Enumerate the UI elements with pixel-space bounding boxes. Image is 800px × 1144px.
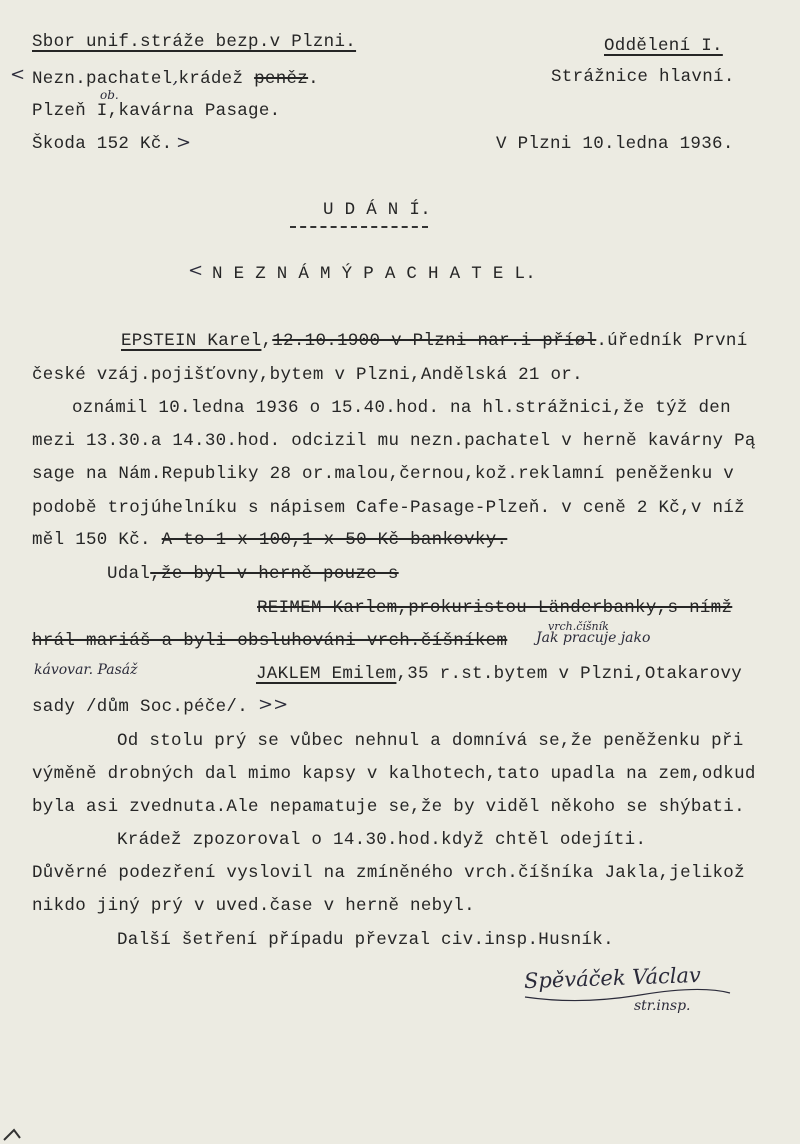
hand-insert-1: Jak pracuje jako xyxy=(536,630,651,646)
hand-mark-end: >> xyxy=(258,694,289,715)
struck-birth-data: 12.10.1900 v Plzni nar.i příøl xyxy=(272,331,597,351)
location-city: Plzeň I, xyxy=(32,101,119,121)
reported-text: Udal xyxy=(107,564,151,584)
body-line-5: sage na Nám.Republiky 28 or.malou,černou,kož.reklamní peněženku v xyxy=(32,464,735,484)
subtitle-text: N E Z N Á M Ý P A C H A T E L. xyxy=(212,264,537,284)
signature-rank: str.insp. xyxy=(634,998,691,1014)
header-location xyxy=(32,103,280,121)
hand-mark-left-header: < xyxy=(10,64,26,85)
subject-dot: . xyxy=(308,69,319,89)
body-line-17: Důvěrné podezření vyslovil na zmíněného vrch.číšníka Jakla,jelikož xyxy=(32,863,745,883)
corner-blemish xyxy=(0,1124,30,1144)
body-line-15: byla asi zvednuta.Ale nepamatuje se,že by viděl někoho se shýbati. xyxy=(32,797,745,817)
subject-theft: krádež xyxy=(178,69,255,89)
header-department: Oddělení I. xyxy=(604,36,723,56)
struck-text-3: hrál mariáš a byli obsluhováni vrch.číšníkem xyxy=(32,631,508,651)
signature: Spěváček Václav xyxy=(523,962,702,994)
amount-text: měl 150 Kč. xyxy=(32,530,151,550)
header-subject xyxy=(32,69,319,89)
body-line-9 xyxy=(257,600,732,618)
hand-insert-above: vrch.číšník xyxy=(548,620,609,633)
handwritten-comma: , xyxy=(172,67,179,88)
body-line-14: výměně drobných dal mimo kapsy v kalhotech,tato upadla na zem,odkud xyxy=(32,764,756,784)
body-line-18: nikdo jiný prý v uved.čase v herně nebyl. xyxy=(32,896,475,916)
document-subtitle xyxy=(212,266,536,284)
hand-above-kavarna: ob. xyxy=(100,88,119,102)
body-line-13: Od stolu prý se vůbec nehnul a domnívá se,že peněženku při xyxy=(117,731,744,751)
header-station: Strážnice hlavní. xyxy=(551,67,735,87)
body-line-4: mezi 13.30.a 14.30.hod. odcizil mu nezn.pachatel v herně kavárny Pą xyxy=(32,431,756,451)
body-line-11 xyxy=(256,666,742,684)
body-line-10 xyxy=(32,633,507,651)
location-cafe: kavárna Pasage. xyxy=(118,101,281,121)
hand-mark-damage: > xyxy=(176,132,192,153)
hand-mark-subtitle: < xyxy=(188,260,204,281)
header-office: Sbor unif.stráže bezp.v Plzni. xyxy=(32,32,357,52)
body-line-16: Krádež zpozoroval o 14.30.hod.když chtěl odejíti. xyxy=(117,830,647,850)
hand-insert-2: kávovar. Pasáž xyxy=(34,662,138,678)
comma: , xyxy=(261,331,273,351)
signature-flourish xyxy=(520,985,740,1015)
struck-banknotes: A to 1 x 100,1 x 50 Kč bankovky. xyxy=(161,530,508,550)
subject-struck-money: peněz xyxy=(254,69,309,89)
occupation: .úředník První xyxy=(596,331,748,351)
waiter-name: JAKLEM Emilem xyxy=(256,664,397,684)
body-line-1 xyxy=(121,333,748,351)
body-line-12: sady /dům Soc.péče/. xyxy=(32,697,249,717)
body-line-6: podobě trojúhelníku s nápisem Cafe-Pasage-Plzeň. v ceně 2 Kč,v níž xyxy=(32,498,745,518)
body-line-19: Další šetření případu převzal civ.insp.Husník. xyxy=(117,930,614,950)
subject-unknown-perpetrator: Nezn.pachatel xyxy=(32,69,173,89)
struck-text-1: ,že byl v herně pouze s xyxy=(150,564,399,584)
body-line-2: české vzáj.pojišťovny,bytem v Plzni,Andělská 21 or. xyxy=(32,365,583,385)
header-damage: Škoda 152 Kč. xyxy=(32,134,173,154)
waiter-details: ,35 r.st.bytem v Plzni,Otakarovy xyxy=(396,664,743,684)
title-underline xyxy=(290,226,428,228)
header-date: V Plzni 10.ledna 1936. xyxy=(496,134,734,154)
body-line-8 xyxy=(107,566,399,584)
struck-text-2: REIMEM Karlem,prokuristou Länderbanky,s nímž xyxy=(257,598,733,618)
body-line-3: oznámil 10.ledna 1936 o 15.40.hod. na hl.strážnici,že týž den xyxy=(72,398,731,418)
complainant-name: EPSTEIN Karel xyxy=(121,331,262,351)
document-title: U D Á N Í. xyxy=(323,200,432,220)
body-line-7 xyxy=(32,532,507,550)
